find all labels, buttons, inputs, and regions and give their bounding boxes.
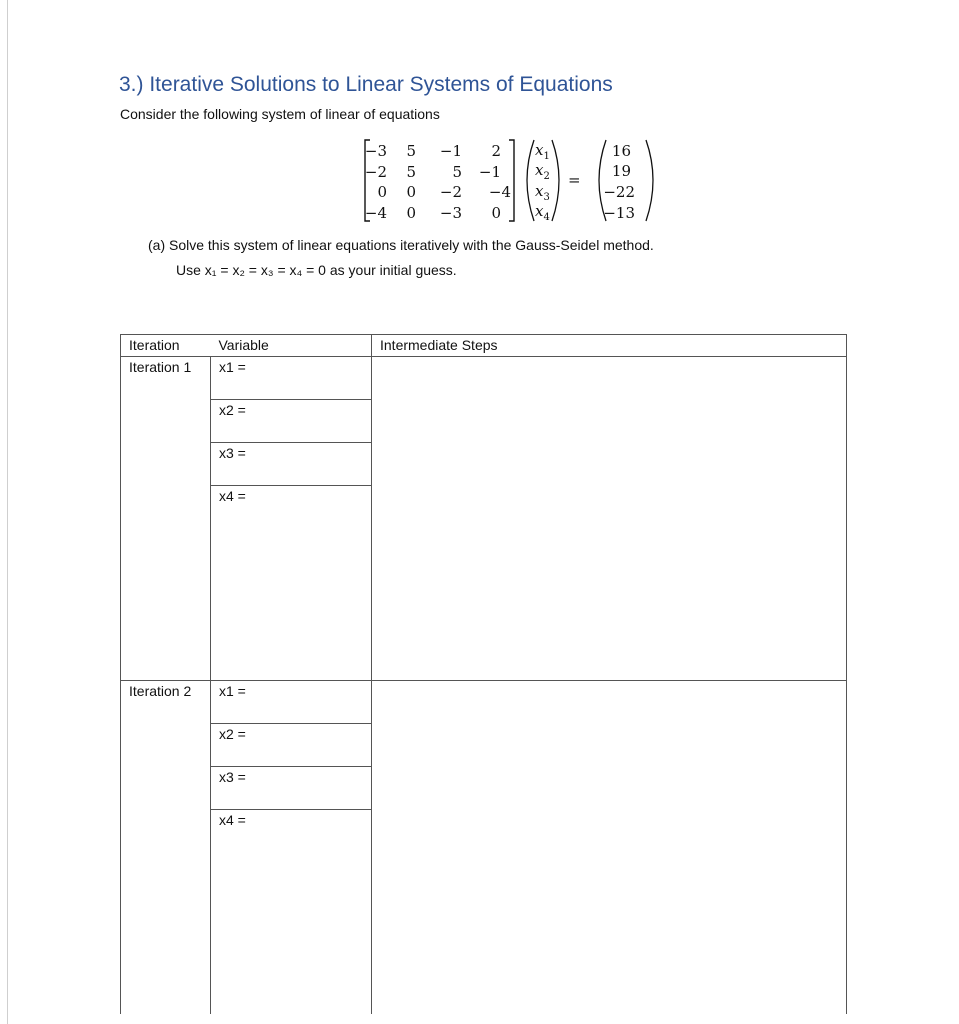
rhs-value: 16 xyxy=(611,142,631,160)
table-header-row xyxy=(121,335,847,357)
matrix-entry: −1 xyxy=(478,163,501,181)
x-vector-right-paren xyxy=(552,140,559,221)
initial-guess-text: Use x₁ = x₂ = x₃ = x₄ = 0 as your initial guess. xyxy=(176,262,457,278)
matrix-entry: −4 xyxy=(488,183,511,201)
variable-cell[interactable]: x4 = xyxy=(211,810,372,1015)
matrix-entry: 0 xyxy=(406,183,416,201)
page-edge xyxy=(7,0,8,1024)
variable-cell[interactable]: x3 = xyxy=(211,767,372,810)
intermediate-steps-cell[interactable] xyxy=(372,357,847,681)
iteration-table xyxy=(120,334,847,1014)
matrix-entry: 5 xyxy=(452,163,462,181)
rhs-value: −13 xyxy=(603,204,635,222)
matrix-entry: −2 xyxy=(364,163,387,181)
matrix-entry: 0 xyxy=(491,204,501,222)
equals-sign: = xyxy=(568,171,581,189)
matrix-right-bracket xyxy=(509,140,514,221)
matrix-entry: −3 xyxy=(364,142,387,160)
vector-variable: $x_3$ xyxy=(535,182,550,203)
matrix-entry: 0 xyxy=(406,204,416,222)
x-vector-left-paren xyxy=(527,140,534,221)
variable-cell[interactable]: x2 = xyxy=(211,400,372,443)
rhs-right-paren xyxy=(646,140,653,221)
matrix-entry: −1 xyxy=(439,142,462,160)
matrix-entry: −4 xyxy=(364,204,387,222)
iteration-label: Iteration 1 xyxy=(121,357,211,681)
matrix-equation xyxy=(362,138,662,224)
intermediate-steps-cell[interactable] xyxy=(372,681,847,1015)
header-variable: Variable xyxy=(211,335,372,357)
vector-variable: $x_4$ xyxy=(535,202,550,223)
matrix-entry: 0 xyxy=(377,183,387,201)
variable-cell[interactable]: x2 = xyxy=(211,724,372,767)
vector-variable: $x_1$ xyxy=(535,141,550,162)
rhs-value: 19 xyxy=(611,162,631,180)
matrix-entry: −3 xyxy=(439,204,462,222)
intro-text: Consider the following system of linear of equations xyxy=(120,106,440,122)
matrix-entry: 2 xyxy=(491,142,501,160)
matrix-entry: 5 xyxy=(406,142,416,160)
vector-variable: $x_2$ xyxy=(535,161,550,182)
question-part-a: (a) Solve this system of linear equations iteratively with the Gauss-Seidel method. xyxy=(148,237,654,253)
header-iteration: Iteration xyxy=(121,335,211,357)
matrix-entry: −2 xyxy=(439,183,462,201)
variable-cell[interactable]: x4 = xyxy=(211,486,372,681)
header-intermediate-steps: Intermediate Steps xyxy=(372,335,847,357)
matrix-entry: 5 xyxy=(406,163,416,181)
variable-cell[interactable]: x1 = xyxy=(211,357,372,400)
iteration-label: Iteration 2 xyxy=(121,681,211,1015)
rhs-value: −22 xyxy=(603,183,635,201)
table-row xyxy=(121,357,847,400)
variable-cell[interactable]: x1 = xyxy=(211,681,372,724)
table-row xyxy=(121,681,847,724)
section-heading: 3.) Iterative Solutions to Linear Systems of Equations xyxy=(119,73,613,96)
variable-cell[interactable]: x3 = xyxy=(211,443,372,486)
